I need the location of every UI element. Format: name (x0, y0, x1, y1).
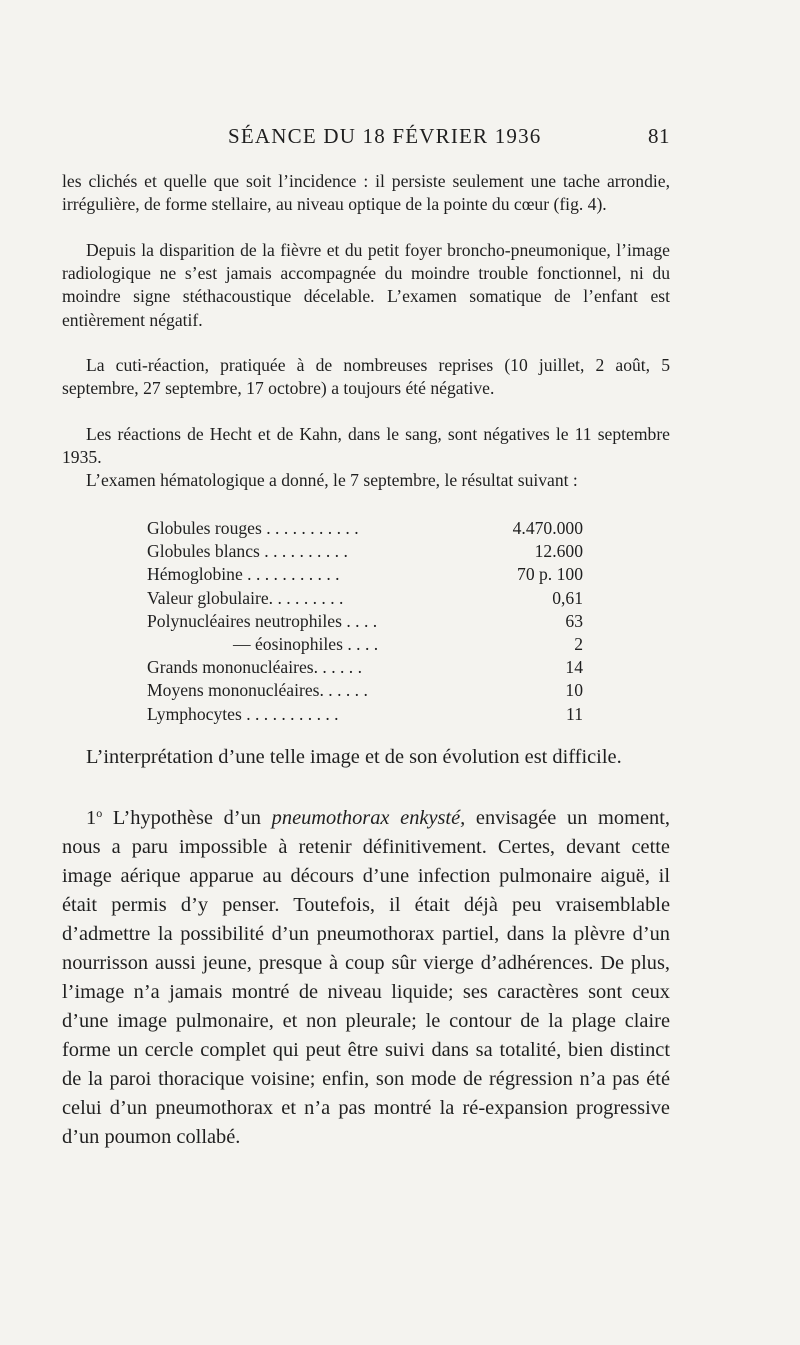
paragraph-text (62, 799, 670, 1152)
header-title: SÉANCE DU 18 FÉVRIER 1936 (228, 124, 542, 148)
table-row (147, 517, 583, 540)
paragraph-hematologique (62, 469, 670, 492)
row-label: Globules rouges . . . . . . . . . . . (147, 518, 359, 538)
row-value: 2 (574, 633, 583, 654)
page-number: 81 (648, 124, 670, 148)
table-row (147, 703, 583, 726)
paragraph-clichés (62, 170, 670, 216)
paragraph-cuti-reaction (62, 354, 670, 400)
text-after-italic: envisagée un moment, nous a paru impossible à retenir définitivement. Certes, devant cette image aérique apparue au décours d’une infection pulmonaire aiguë, il était permis d’y penser. Toutefois, il était déjà peu vraisemblable d’admettre la possibilité d’un pneumothorax partiel, dans la plèvre d’un nourrisson aussi jeune, presque à coup sûr vierge d’adhérences. De plus, l’image n’a jamais montré de niveau liquide; ses caractères sont ceux d’une image pulmonaire, et non pleurale; le contour de la plage claire forme un cercle complet qui peut être suivi dans sa totalité, bien distinct de la paroi thoracique voisine; enfin, son mode de régression n’a pas été celui d’un pneumothorax et n’a pas montré la ré-expansion progressive d’un poumon collabé. (62, 807, 670, 1148)
row-label: Valeur globulaire. . . . . . . . . (147, 587, 344, 608)
paragraph-text: Les réactions de Hecht et de Kahn, dans le sang, sont négatives le 11 septembre 1935. (62, 424, 670, 468)
row-value: 11 (566, 703, 583, 724)
table-row (147, 610, 583, 633)
text-before-italic: L’hypothèse d’un (102, 807, 272, 829)
paragraph-text: L’interprétation d’une telle image et de son évolution est difficile. (86, 746, 622, 768)
table-row (147, 563, 583, 586)
row-label: Hémoglobine . . . . . . . . . . . (147, 564, 340, 585)
table-row (147, 633, 583, 656)
paragraph-text: La cuti-réaction, pratiquée à de nombreuses reprises (10 juillet, 2 août, 5 septembre, 27 septembre, 17 octobre) a toujours été négative. (62, 355, 670, 399)
ordinal-superscript: o (96, 806, 103, 820)
paragraph-text: Depuis la disparition de la fièvre et du petit foyer broncho-pneumonique, l’image radiologique ne s’est jamais accompagnée du moindre trouble fonctionnel, ni du moindre signe stéthacoustique décelable. L’examen somatique de l’enfant est entièrement négatif. (62, 240, 670, 330)
row-value: 12.600 (534, 541, 583, 562)
paragraph-text: L’examen hématologique a donné, le 7 septembre, le résultat suivant : (86, 470, 578, 490)
table-row (147, 679, 583, 702)
row-label: Polynucléaires neutrophiles . . . . (147, 610, 378, 631)
row-value: 63 (565, 610, 583, 631)
row-label: Lymphocytes . . . . . . . . . . . (147, 703, 339, 724)
row-value: 4.470.000 (512, 518, 583, 538)
table-row (147, 587, 583, 610)
italic-term: pneumothorax enkysté, (271, 807, 466, 829)
row-label: Grands mononucléaires. . . . . . (147, 657, 362, 678)
table-row (147, 540, 583, 563)
section-number: 1 (86, 807, 97, 829)
row-value: 0,61 (552, 587, 583, 608)
row-value: 70 p. 100 (517, 564, 583, 585)
row-label: Globules blancs . . . . . . . . . . (147, 541, 348, 562)
row-value: 10 (565, 680, 583, 701)
paragraph-hecht-kahn (62, 423, 670, 469)
paragraph-interpretation (62, 743, 670, 772)
row-label: — éosinophiles . . . . (233, 633, 379, 654)
paragraph-text: les clichés et quelle que soit l’incidence : il persiste seulement une tache arrondie, irrégulière, de forme stellaire, au niveau optique de la pointe du cœur (fig. 4). (62, 171, 670, 215)
paragraph-hypothese (62, 799, 670, 1152)
row-label: Moyens mononucléaires. . . . . . (147, 680, 368, 701)
row-value: 14 (565, 657, 583, 678)
blood-results-table (147, 517, 583, 726)
running-header (228, 124, 670, 149)
paragraph-fievre (62, 239, 670, 332)
table-row (147, 656, 583, 679)
